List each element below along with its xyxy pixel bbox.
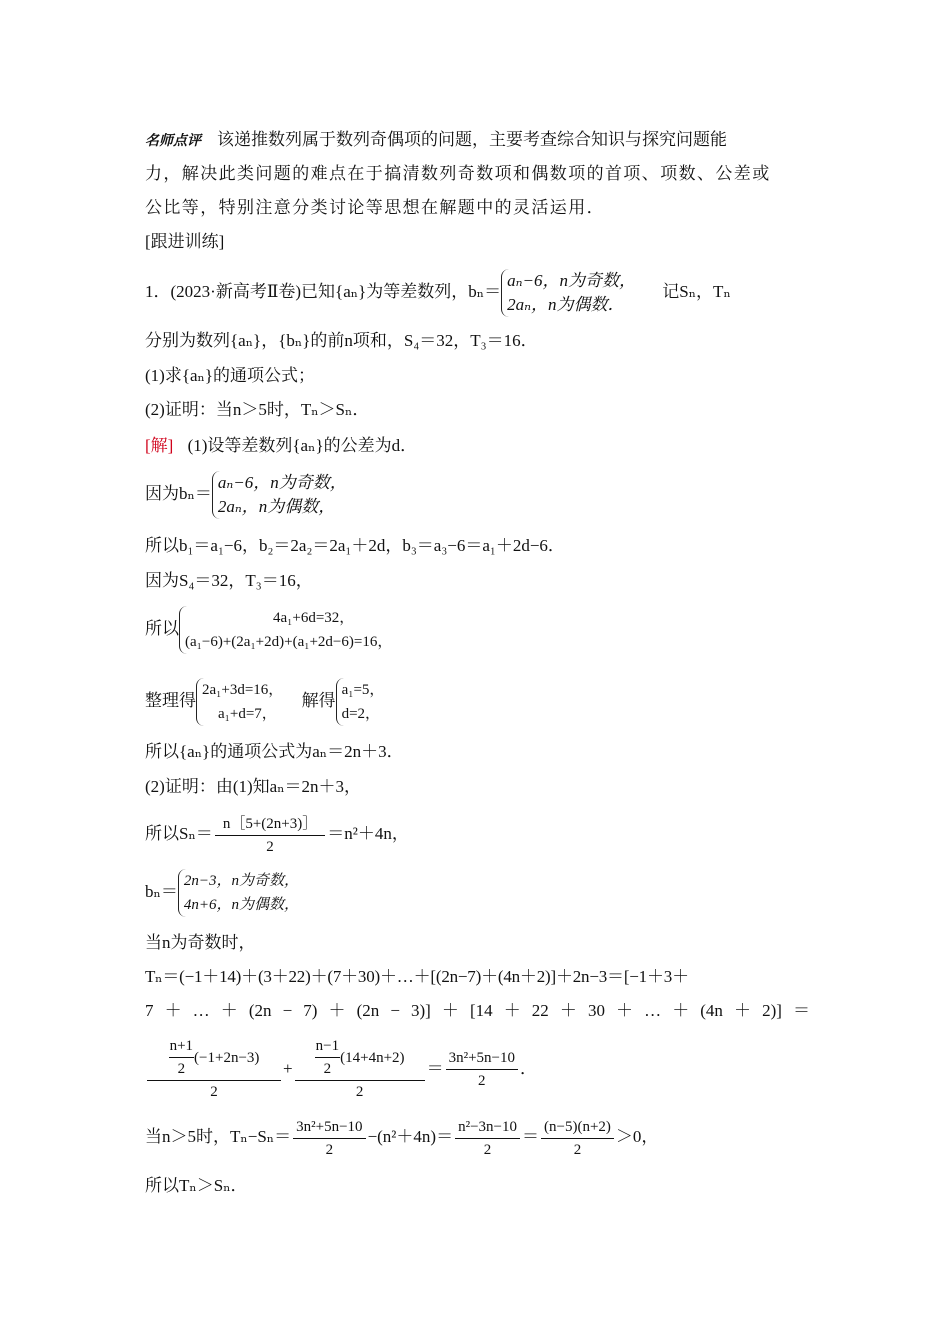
token: (2n: [248, 1001, 272, 1020]
token: ＋: [616, 1001, 634, 1020]
token: 7): [303, 1001, 318, 1020]
problem-line-2: 分别为数列{aₙ}，{bₙ}的前n项和，S₄＝32，T₃＝16．: [145, 331, 538, 350]
token: ＝: [793, 1001, 810, 1020]
fraction-tn: $\frac{\text{3n²+5n−10}}{2}$: [446, 1047, 518, 1092]
token: ＋: [328, 1001, 346, 1020]
solution-step-10: bₙ＝ 2n−3，n为奇数， 4n+6，n为偶数，: [145, 868, 299, 917]
solution-step-9: 所以Sₙ＝ $\frac{n[5+(2n+3)]}{2}$ ＝n²＋4n，: [145, 810, 409, 858]
token: ＋: [559, 1001, 577, 1020]
comment-tag: 名师点评: [145, 133, 201, 149]
fraction-diff-3: $\frac{(n-5)(n+2)}{2}$: [541, 1116, 614, 1161]
token: ＋: [503, 1001, 521, 1020]
system-1: 4a₁+6d=32， (a₁−6)+(2a₁+2d)+(a₁+2d−6)=16，: [179, 606, 392, 654]
token: 3)]: [410, 1001, 431, 1020]
solution-tag: [解]: [145, 436, 174, 455]
system-3: a₁=5， d=2，: [336, 678, 385, 726]
fraction-diff-1: $\frac{\text{3n²+5n−10}}{2}$: [293, 1116, 365, 1161]
comment-line-3: 公比等，特别注意分类讨论等思想在解题中的灵活运用．: [145, 198, 605, 217]
solution-step-7: 所以{aₙ}的通项公式为aₙ＝2n＋3．: [145, 742, 404, 761]
solution-step-14: $\frac{n+1}{2}$ (−1+2n−3) 2 + $\frac{n-1}{2}$ (14+4n+2) 2 ＝ $\frac{\text{3n²+5n−10}}{2}$ ．: [145, 1035, 537, 1103]
solution-step-1: [解] (1)设等差数列{aₙ}的公差为d．: [145, 436, 418, 455]
token: [14: [469, 1001, 493, 1020]
solution-step-5: 所以 4a₁+6d=32， (a₁−6)+(2a₁+2d)+(a₁+2d−6)=16，: [145, 605, 392, 654]
token: …: [192, 1001, 210, 1020]
comment-line-2: 力，解决此类问题的难点在于搞清数列奇数项和偶数项的首项、项数、公差或: [145, 164, 771, 183]
token: 7: [145, 1001, 154, 1020]
token: ＋: [220, 1001, 238, 1020]
token: −: [282, 1001, 293, 1020]
solution-step-2: 因为bₙ＝ aₙ−6，n为奇数， 2aₙ，n为偶数，: [145, 470, 347, 519]
question-1: (1)求{aₙ}的通项公式；: [145, 366, 316, 385]
solution-step-4: 因为S₄＝32，T₃＝16，: [145, 571, 313, 590]
solution-step-11: 当n为奇数时，: [145, 933, 256, 952]
token: ＋: [441, 1001, 459, 1020]
piecewise-b-2: aₙ−6，n为奇数， 2aₙ，n为偶数，: [212, 471, 347, 519]
system-2: 2a₁+3d=16， a₁+d=7，: [196, 678, 283, 726]
token: 2)]: [762, 1001, 782, 1020]
section-title: [跟进训练]: [145, 232, 225, 251]
fraction-odd-sum: $\frac{n+1}{2}$ (−1+2n−3) 2: [147, 1035, 281, 1103]
piecewise-b: aₙ−6，n为奇数， 2aₙ，n为偶数．: [501, 269, 636, 317]
fraction-sn: $\frac{n[5+(2n+3)]}{2}$: [215, 813, 325, 858]
solution-step-8: (2)证明：由(1)知aₙ＝2n＋3，: [145, 777, 362, 796]
solution-step-3: 所以b₁＝a₁−6，b₂＝2a₂＝2a₁＋2d，b₃＝a₃−6＝a₁＋2d−6．: [145, 536, 565, 555]
problem-statement: 1．(2023·新高考Ⅱ卷)已知{aₙ}为等差数列，bₙ＝ aₙ−6，n为奇数， 2aₙ，n为偶数． 记Sₙ，Tₙ: [145, 268, 731, 317]
token: …: [644, 1001, 662, 1020]
token: −: [390, 1001, 400, 1020]
token: (2n: [356, 1001, 380, 1020]
token: (4n: [700, 1001, 723, 1020]
token: ＋: [734, 1001, 752, 1020]
token: ＋: [672, 1001, 690, 1020]
solution-conclusion: 所以Tₙ＞Sₙ．: [145, 1176, 248, 1195]
token: 30: [587, 1001, 605, 1020]
piecewise-bn: 2n−3，n为奇数， 4n+6，n为偶数，: [178, 869, 299, 917]
token: ＋: [164, 1001, 182, 1020]
token: 22: [531, 1001, 549, 1020]
fraction-diff-2: $\frac{\text{n²−3n−10}}{2}$: [455, 1116, 520, 1161]
fraction-even-sum: $\frac{n-1}{2}$ (14+4n+2) 2: [295, 1035, 425, 1103]
solution-step-6: 整理得 2a₁+3d=16， a₁+d=7， 解得 a₁=5， d=2，: [145, 677, 384, 726]
solution-step-12: Tₙ＝(−1＋14)＋(3＋22)＋(7＋30)＋…＋[(2n−7)＋(4n＋2)]＋2n−3＝[−1＋3＋: [145, 967, 689, 986]
solution-step-13: [145, 1000, 810, 1022]
solution-step-15: 当n＞5时，Tₙ−Sₙ＝ $\frac{\text{3n²+5n−10}}{2}$ −(n²＋4n)＝ $\frac{\text{n²−3n−10}}{2}$ ＝ $\frac{(n-5)(n+2)}{2}$ ＞0，: [145, 1113, 658, 1161]
question-2: (2)证明：当n＞5时，Tₙ＞Sₙ．: [145, 400, 370, 419]
comment-line-1: 名师点评 该递推数列属于数列奇偶项的问题，主要考查综合知识与探究问题能: [145, 130, 727, 149]
